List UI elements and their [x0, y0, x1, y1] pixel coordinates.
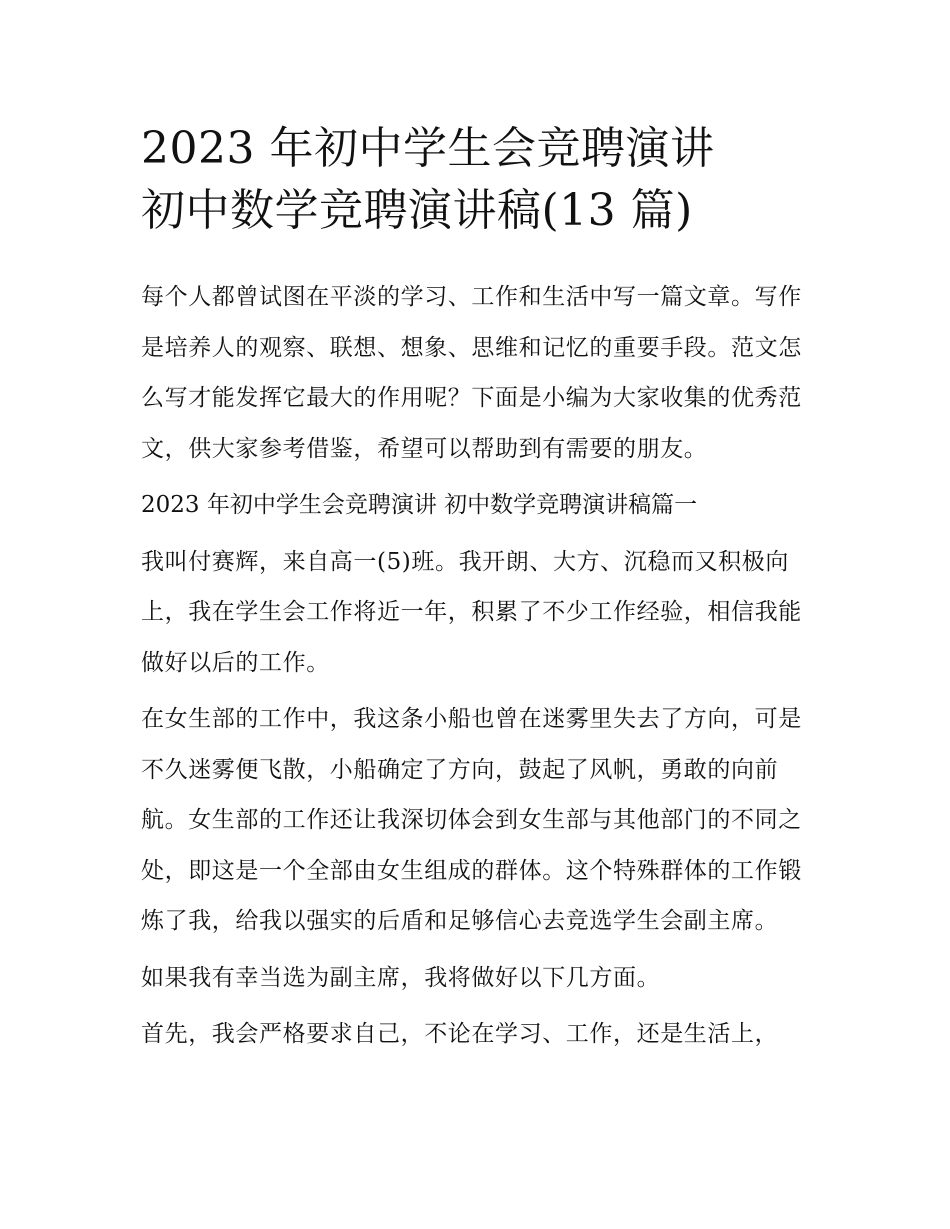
document-title: [141, 118, 813, 242]
title-line-2: 初中数学竞聘演讲稿(13 篇): [141, 185, 693, 236]
document-page: [141, 118, 813, 1066]
section-heading: 2023 年初中学生会竞聘演讲 初中数学竞聘演讲稿篇一: [141, 492, 698, 518]
body-paragraph: 在女生部的工作中，我这条小船也曾在迷雾里失去了方向，可是不久迷雾便飞散，小船确定了方向，鼓起了风帆，勇敢的向前航。女生部的工作还让我深切体会到女生部与其他部门的不同之处，即这是一个全部由女生组成的群体。这个特殊群体的工作锻炼了我，给我以强实的后盾和足够信心去竞选学生会副主席。: [141, 706, 802, 934]
body-paragraph: 首先，我会严格要求自己，不论在学习、工作，还是生活上，: [141, 1021, 779, 1047]
intro-paragraph: 每个人都曾试图在平淡的学习、工作和生活中写一篇文章。写作是培养人的观察、联想、想象、思维和记忆的重要手段。范文怎么写才能发挥它最大的作用呢？下面是小编为大家收集的优秀范文，供大家参考借鉴，希望可以帮助到有需要的朋友。: [141, 284, 802, 462]
document-body: [141, 272, 813, 1060]
title-line-1: 2023 年初中学生会竞聘演讲: [141, 123, 715, 174]
body-paragraph: 我叫付赛辉，来自高一(5)班。我开朗、大方、沉稳而又积极向上，我在学生会工作将近一年，积累了不少工作经验，相信我能做好以后的工作。: [141, 548, 802, 676]
body-paragraph: 如果我有幸当选为副主席，我将做好以下几方面。: [141, 964, 661, 991]
